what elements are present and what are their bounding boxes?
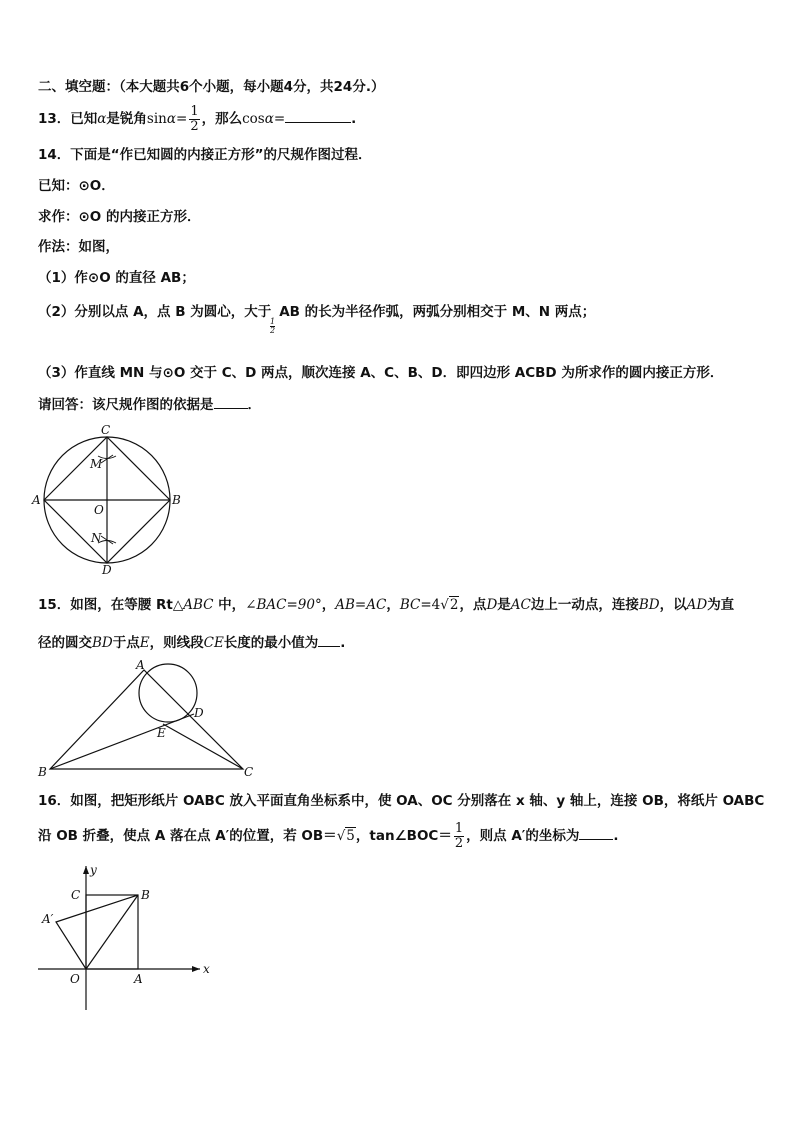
- q14-ask: 求作：⊙O 的内接正方形．: [38, 209, 201, 225]
- label-y: y: [90, 863, 97, 877]
- label-m: M: [90, 457, 103, 471]
- q15-line2: 径的圆交BD于点E，则线段CE长度的最小值为 .: [38, 635, 346, 651]
- q16-line2: 沿 OB 折叠，使点 A 落在点 A′的位置，若 OB＝√5，tan∠BOC＝ $\frac{1}{2}$ ，则点 A′的坐标为 .: [38, 820, 619, 851]
- label-c: C: [101, 423, 111, 437]
- q14-title: 14．下面是“作已知圆的内接正方形”的尺规作图过程．: [38, 147, 372, 163]
- q14-figure: [32, 423, 198, 578]
- label-a: A: [32, 493, 41, 507]
- label-e: E: [157, 726, 166, 740]
- label-x: x: [203, 962, 210, 976]
- q14-step2: （2）分别以点 A，点 B 为圆心，大于 AB 的长为半径作弧，两弧分别相交于 M、N 两点；: [38, 304, 596, 320]
- label-d: D: [102, 563, 112, 577]
- label-b: B: [38, 765, 47, 779]
- label-c: C: [71, 888, 81, 902]
- q15-figure: [38, 656, 268, 781]
- label-a-prime: A′: [42, 912, 54, 926]
- segment-ob: [86, 895, 138, 969]
- fraction-one-half: $\frac{1}{2}$: [454, 820, 464, 851]
- q14-question: 请回答：该尺规作图的依据是 ．: [38, 397, 261, 413]
- answer-blank-16[interactable]: [579, 827, 613, 840]
- label-d: D: [194, 706, 204, 720]
- label-b: B: [141, 888, 150, 902]
- sqrt-5: √5: [336, 828, 355, 844]
- label-o: O: [70, 972, 80, 986]
- q14-method: 作法：如图，: [38, 239, 119, 255]
- q16-line1: 16．如图，把矩形纸片 OABC 放入平面直角坐标系中，使 OA、OC 分别落在 x 轴、y 轴上，连接 OB，将纸片 OABC: [38, 793, 765, 809]
- label-c: C: [244, 765, 254, 779]
- label-b: B: [172, 493, 181, 507]
- segment-ce: [163, 724, 243, 769]
- answer-blank-14[interactable]: [214, 396, 248, 409]
- triangle-abc: [50, 670, 243, 769]
- label-a: A: [136, 658, 145, 672]
- q14-step1: （1）作⊙O 的直径 AB；: [38, 270, 195, 286]
- q15-line1: 15．如图，在等腰 Rt△ABC 中，∠BAC=90°，AB=AC，BC=4√2，点D是AC边上一动点，连接BD，以AD为直: [38, 597, 735, 613]
- label-o: O: [94, 503, 104, 517]
- label-a: A: [134, 972, 143, 986]
- circle-ad: [139, 664, 197, 722]
- question-13: 13．已知α是锐角sinα= $\frac{1}{2}$ ，那么cosα= .: [38, 103, 357, 134]
- answer-blank-15[interactable]: [318, 634, 340, 647]
- q13-number: 13．已知: [38, 111, 98, 127]
- sqrt-2: √2: [440, 597, 459, 613]
- q14-known: 已知：⊙O．: [38, 178, 115, 194]
- section-heading: 二、填空题：（本大题共6个小题，每小题4分，共24分.）: [38, 79, 385, 95]
- label-n: N: [91, 531, 102, 545]
- y-axis-arrow: [83, 866, 89, 874]
- folded-triangle: [56, 895, 138, 969]
- q14-tiny-fraction: $\frac{1}{2}$: [270, 317, 276, 335]
- answer-blank-13[interactable]: [285, 110, 351, 123]
- fraction-one-half: $\frac{1}{2}$: [190, 103, 199, 134]
- x-axis-arrow: [192, 966, 200, 972]
- q16-figure: [38, 862, 218, 1012]
- q14-step3: （3）作直线 MN 与⊙O 交于 C、D 两点，顺次连接 A、C、B、D．即四边形 ACBD 为所求作的圆内接正方形．: [38, 365, 724, 381]
